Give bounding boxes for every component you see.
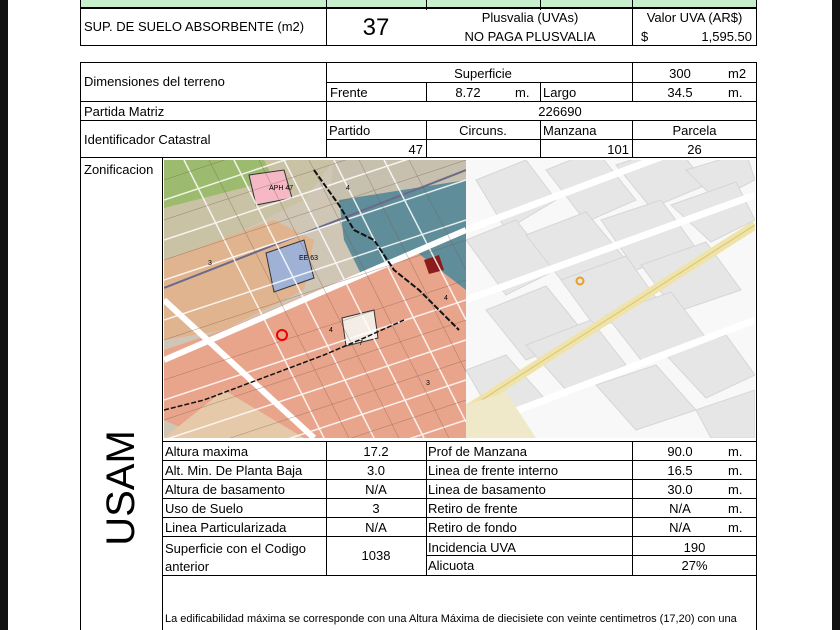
frente-value: 8.72 <box>455 85 481 100</box>
map-label-ee: EE 63 <box>299 255 319 262</box>
map-label-3a: 3 <box>208 260 212 267</box>
circuns-label: Circuns. <box>459 123 507 138</box>
header-strip <box>80 0 757 8</box>
param-retiro-fondo-label: Retiro de fondo <box>428 520 517 535</box>
param-prof-manzana-unit: m. <box>728 444 743 459</box>
parcela-label: Parcela <box>672 123 717 138</box>
superficie-unit: m2 <box>728 66 747 81</box>
param-alicuota-value: 27% <box>681 558 708 573</box>
param-prof-manzana-label: Prof de Manzana <box>428 444 528 459</box>
param-prof-manzana-value: 90.0 <box>667 444 693 459</box>
currency-symbol: $ <box>641 29 649 44</box>
partida-value: 226690 <box>538 104 582 119</box>
param-linea-basamento-label: Linea de basamento <box>428 482 546 497</box>
param-retiro-frente-value: N/A <box>669 501 691 516</box>
superficie-value: 300 <box>669 66 691 81</box>
dimensiones-label: Dimensiones del terreno <box>84 74 225 89</box>
param-alt-min-value: 3.0 <box>366 463 386 478</box>
footer-text: La edificabilidad máxima se corresponde con una Altura Máxima de diecisiete con veinte centimetros (17,20) con una <box>165 613 737 625</box>
partido-value: 47 <box>408 142 423 157</box>
plusvalia-label: Plusvalia (UVAs) <box>481 10 579 25</box>
zonificacion-label: Zonificacion <box>84 162 154 177</box>
left-edge <box>0 0 8 630</box>
street-map <box>466 160 755 438</box>
map-label-7: 7 <box>359 340 363 347</box>
partido-label: Partido <box>329 123 371 138</box>
param-altura-basamento-value: N/A <box>365 482 387 497</box>
param-superficie-codigo-value: 1038 <box>361 548 391 563</box>
partida-label: Partida Matriz <box>84 104 165 119</box>
valor-uva-label: Valor UVA (AR$) <box>646 10 743 25</box>
param-retiro-frente-unit: m. <box>728 501 743 516</box>
zoning-map <box>164 160 466 438</box>
manzana-value: 101 <box>607 142 629 157</box>
plusvalia-value: NO PAGA PLUSVALIA <box>464 29 596 44</box>
param-uso-suelo-label: Uso de Suelo <box>165 501 244 516</box>
param-frente-interno-unit: m. <box>728 463 743 478</box>
param-linea-basamento-unit: m. <box>728 482 743 497</box>
valor-uva-value: 1,595.50 <box>701 29 752 44</box>
parcela-value: 26 <box>687 142 702 157</box>
param-linea-particularizada-value: N/A <box>365 520 387 535</box>
map-label-4c: 4 <box>444 295 448 302</box>
param-frente-interno-label: Linea de frente interno <box>428 463 559 478</box>
manzana-label: Manzana <box>543 123 597 138</box>
param-alt-min-label: Alt. Min. De Planta Baja <box>165 463 303 478</box>
param-incidencia-uva-value: 190 <box>683 540 706 555</box>
largo-unit: m. <box>728 85 743 100</box>
param-superficie-codigo-label-2: anterior <box>165 559 210 574</box>
param-retiro-fondo-unit: m. <box>728 520 743 535</box>
identificador-label: Identificador Catastral <box>84 132 211 147</box>
param-retiro-frente-label: Retiro de frente <box>428 501 518 516</box>
param-superficie-codigo-label-1: Superficie con el Codigo <box>165 541 306 556</box>
param-uso-suelo-value: 3 <box>372 501 380 516</box>
param-retiro-fondo-value: N/A <box>669 520 691 535</box>
param-frente-interno-value: 16.5 <box>667 463 693 478</box>
absorbente-label: SUP. DE SUELO ABSORBENTE (m2) <box>84 19 305 34</box>
frente-unit: m. <box>515 85 530 100</box>
param-altura-basamento-label: Altura de basamento <box>165 482 285 497</box>
map-label-aph: APH 47 <box>269 185 294 192</box>
frente-label: Frente <box>330 85 368 100</box>
map-label-4a: 4 <box>346 185 350 192</box>
absorbente-value: 37 <box>362 14 390 41</box>
superficie-label: Superficie <box>454 66 512 81</box>
param-linea-basamento-value: 30.0 <box>667 482 693 497</box>
zone-code: USAM <box>99 430 143 546</box>
param-alicuota-label: Alicuota <box>428 558 475 573</box>
param-altura-maxima-value: 17.2 <box>363 444 389 459</box>
largo-label: Largo <box>543 85 577 100</box>
param-altura-maxima-label: Altura maxima <box>165 444 249 459</box>
map-label-4b: 4 <box>329 327 333 334</box>
map-label-3b: 3 <box>426 380 430 387</box>
param-incidencia-uva-label: Incidencia UVA <box>428 540 516 555</box>
right-edge <box>832 0 840 630</box>
param-linea-particularizada-label: Linea Particularizada <box>165 520 287 535</box>
largo-value: 34.5 <box>667 85 693 100</box>
